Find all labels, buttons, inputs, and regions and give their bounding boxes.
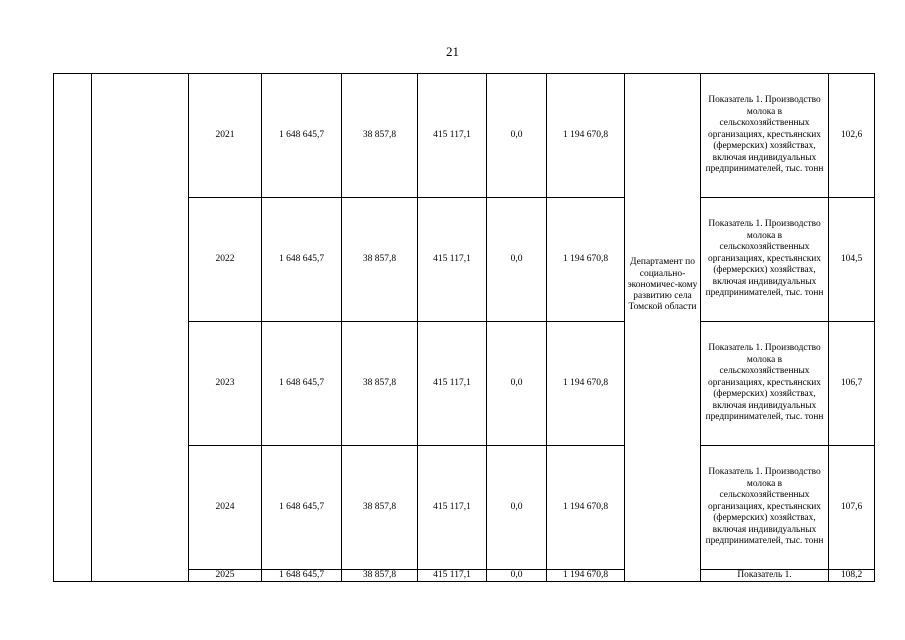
year-cell: 2022 [189,198,262,322]
year-cell: 2021 [189,74,262,198]
regional-cell: 415 117,1 [418,446,487,570]
total-cell: 1 648 645,7 [262,446,342,570]
indicator-cell: Показатель 1. Производство молока в сельскохозяйственных организациях, крестьянских (фермерских) хозяйствах, включая индивидуальных предпринимателей, тыс. тонн [701,198,829,322]
federal-cell: 38 857,8 [342,446,418,570]
federal-cell: 38 857,8 [342,74,418,198]
federal-cell: 38 857,8 [342,322,418,446]
indicator-value-cell: 102,6 [829,74,875,198]
indicator-value-cell: 107,6 [829,446,875,570]
department-cell [625,74,701,582]
year-cell: 2025 [189,570,262,582]
program-table [53,73,875,582]
department-text: Департамент по социально-экономичес-кому развитию села Томской области [627,257,698,313]
other-cell: 1 194 670,8 [547,198,625,322]
indicator-cell: Показатель 1. Производство молока в сельскохозяйственных организациях, крестьянских (фермерских) хозяйствах, включая индивидуальных предпринимателей, тыс. тонн [701,446,829,570]
year-cell: 2023 [189,322,262,446]
indicator-cell: Показатель 1. [701,570,829,582]
other-cell: 1 194 670,8 [547,74,625,198]
empty-cell-number [54,74,92,582]
total-cell: 1 648 645,7 [262,322,342,446]
indicator-value-cell: 108,2 [829,570,875,582]
page-number: 21 [446,44,459,59]
federal-cell: 38 857,8 [342,570,418,582]
regional-cell: 415 117,1 [418,322,487,446]
table-row [54,74,875,198]
local-cell: 0,0 [487,446,547,570]
local-cell: 0,0 [487,322,547,446]
other-cell: 1 194 670,8 [547,446,625,570]
local-cell: 0,0 [487,570,547,582]
local-cell: 0,0 [487,198,547,322]
indicator-cell: Показатель 1. Производство молока в сельскохозяйственных организациях, крестьянских (фермерских) хозяйствах, включая индивидуальных предпринимателей, тыс. тонн [701,74,829,198]
regional-cell: 415 117,1 [418,198,487,322]
regional-cell: 415 117,1 [418,570,487,582]
other-cell: 1 194 670,8 [547,322,625,446]
indicator-value-cell: 104,5 [829,198,875,322]
total-cell: 1 648 645,7 [262,570,342,582]
regional-cell: 415 117,1 [418,74,487,198]
other-cell: 1 194 670,8 [547,570,625,582]
total-cell: 1 648 645,7 [262,74,342,198]
empty-cell-name [92,74,189,582]
indicator-cell: Показатель 1. Производство молока в сельскохозяйственных организациях, крестьянских (фермерских) хозяйствах, включая индивидуальных предпринимателей, тыс. тонн [701,322,829,446]
local-cell: 0,0 [487,74,547,198]
indicator-value-cell: 106,7 [829,322,875,446]
year-cell: 2024 [189,446,262,570]
total-cell: 1 648 645,7 [262,198,342,322]
federal-cell: 38 857,8 [342,198,418,322]
